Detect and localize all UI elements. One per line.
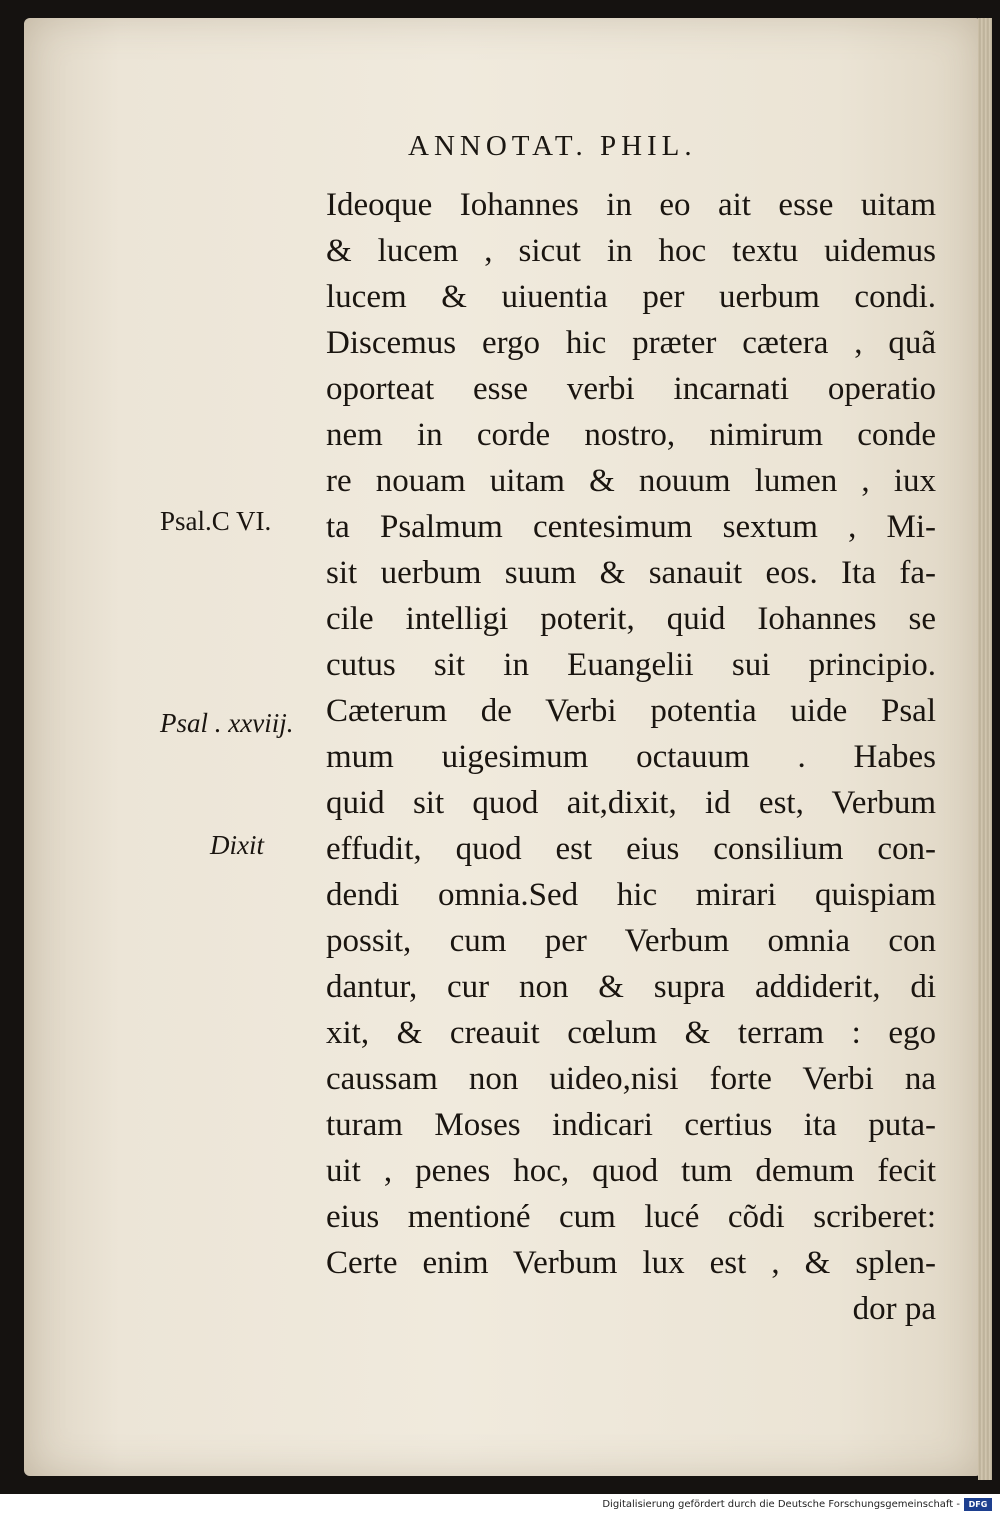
- text-line: ta Psalmum centesimum sextum , Mi-: [326, 509, 936, 545]
- text-line: Discemus ergo hic præter cætera , quã: [326, 325, 936, 361]
- text-line: quid sit quod ait,dixit, id est, Verbum: [326, 785, 936, 821]
- text-line: turam Moses indicari certius ita puta-: [326, 1107, 936, 1143]
- text-line-catchword: dor pa: [852, 1291, 936, 1327]
- text-line: eius mentioné cum lucé cõdi scriberet:: [326, 1199, 936, 1235]
- text-line: Certe enim Verbum lux est , & splen-: [326, 1245, 936, 1281]
- text-line: sit uerbum suum & sanauit eos. Ita fa-: [326, 555, 936, 591]
- marginal-note-psalm-28: Psal . xxviij.: [160, 708, 294, 738]
- text-line: dantur, cur non & supra addiderit, di: [326, 969, 936, 1005]
- text-line: uit , penes hoc, quod tum demum fecit: [326, 1153, 936, 1189]
- text-line: oporteat esse verbi incarnati operatio: [326, 371, 936, 407]
- text-line: cile intelligi poterit, quid Iohannes se: [326, 601, 936, 637]
- text-line: possit, cum per Verbum omnia con: [326, 923, 936, 959]
- text-line: caussam non uideo,nisi forte Verbi na: [326, 1061, 936, 1097]
- text-line: xit, & creauit cœlum & terram : ego: [326, 1015, 936, 1051]
- text-line: mum uigesimum octauum . Habes: [326, 739, 936, 775]
- marginal-note-psalm-106: Psal.C VI.: [160, 506, 272, 536]
- footer-credit: Digitalisierung gefördert durch die Deutsche Forschungsgemeinschaft -: [602, 1499, 960, 1510]
- text-line: Ideoque Iohannes in eo ait esse uitam: [326, 187, 936, 223]
- text-line: & lucem , sicut in hoc textu uidemus: [326, 233, 936, 269]
- body-text: [326, 182, 936, 1332]
- page-edge: [978, 18, 992, 1480]
- running-head: ANNOTAT. PHIL.: [408, 130, 697, 162]
- dfg-logo: DFG: [964, 1498, 992, 1511]
- text-line: lucem & uiuentia per uerbum condi.: [326, 279, 936, 315]
- text-line: effudit, quod est eius consilium con-: [326, 831, 936, 867]
- text-line: cutus sit in Euangelii sui principio.: [326, 647, 936, 683]
- text-line: dendi omnia.Sed hic mirari quispiam: [326, 877, 936, 913]
- text-line: nem in corde nostro, nimirum conde: [326, 417, 936, 453]
- footer-bar: [0, 1494, 1000, 1516]
- text-line: Cæterum de Verbi potentia uide Psal: [326, 693, 936, 729]
- text-line: re nouam uitam & nouum lumen , iux: [326, 463, 936, 499]
- marginal-note-dixit: Dixit: [210, 830, 264, 860]
